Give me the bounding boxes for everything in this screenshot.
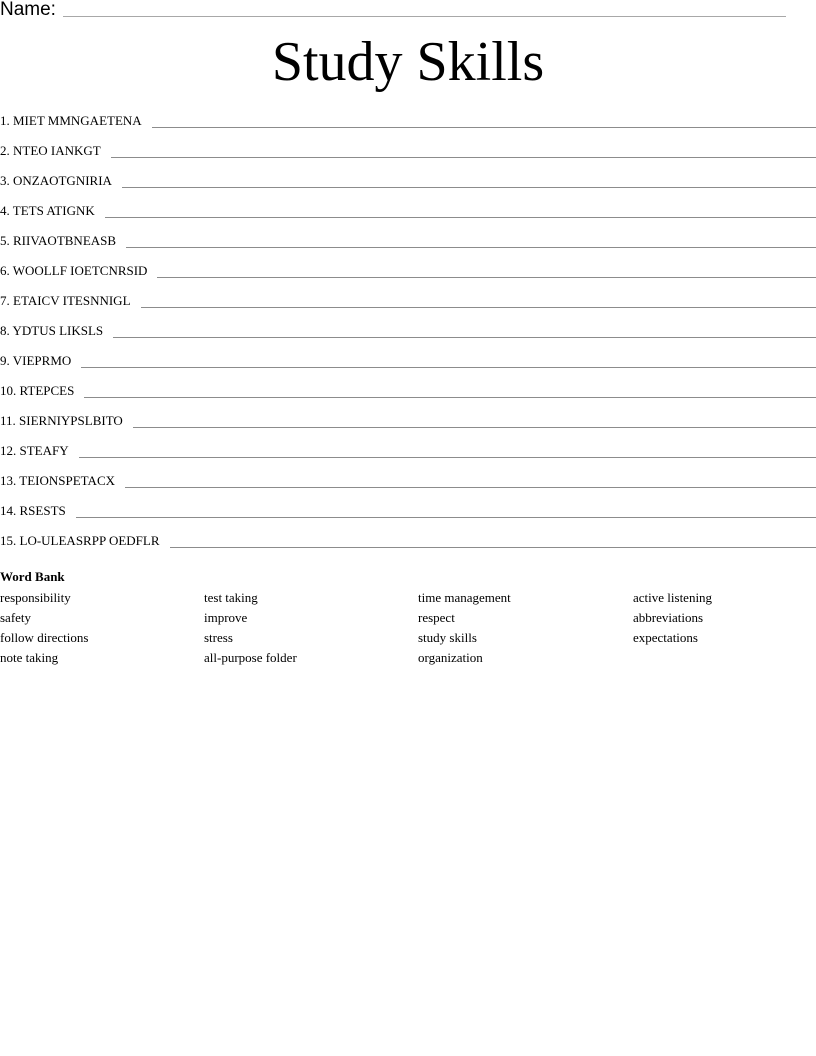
word-bank-grid (0, 588, 816, 668)
answer-line[interactable] (157, 277, 816, 278)
answer-line[interactable] (170, 547, 816, 548)
word-bank-item: improve (204, 610, 248, 625)
answer-line[interactable] (76, 517, 816, 518)
page-title: Study Skills (271, 31, 545, 93)
word-bank (0, 568, 816, 668)
scrambled-word: 4. TETS ATIGNK (0, 203, 95, 218)
scrambled-word: 3. ONZAOTGNIRIA (0, 173, 112, 188)
puzzle-row (0, 231, 816, 261)
puzzle-row (0, 321, 816, 351)
puzzle-row (0, 261, 816, 291)
answer-line[interactable] (79, 457, 816, 458)
word-bank-item: respect (418, 610, 455, 625)
answer-line[interactable] (113, 337, 816, 338)
puzzle-row (0, 531, 816, 561)
word-bank-item: all-purpose folder (204, 650, 297, 665)
word-bank-title: Word Bank (0, 569, 65, 584)
scrambled-word: 12. STEAFY (0, 443, 69, 458)
puzzle-row (0, 471, 816, 501)
puzzle-row (0, 171, 816, 201)
puzzle-row (0, 441, 816, 471)
word-bank-item: active listening (633, 590, 713, 605)
word-bank-item: test taking (204, 590, 258, 605)
puzzle-row (0, 351, 816, 381)
puzzle-row (0, 381, 816, 411)
puzzle-list (0, 111, 816, 561)
answer-line[interactable] (122, 187, 816, 188)
scrambled-word: 5. RIIVAOTBNEASB (0, 233, 117, 248)
answer-line[interactable] (111, 157, 816, 158)
scrambled-word: 1. MIET MMNGAETENA (0, 113, 142, 128)
word-bank-item: time management (418, 590, 511, 605)
name-field[interactable] (0, 0, 790, 22)
word-bank-item: stress (204, 630, 233, 645)
word-bank-item: expectations (633, 630, 698, 645)
answer-line[interactable] (152, 127, 816, 128)
scrambled-word: 2. NTEO IANKGT (0, 143, 101, 158)
scrambled-word: 13. TEIONSPETACX (0, 473, 116, 488)
scrambled-word: 14. RSESTS (0, 503, 66, 518)
word-bank-item: follow directions (0, 630, 89, 645)
puzzle-row (0, 141, 816, 171)
answer-line[interactable] (84, 397, 816, 398)
scrambled-word: 11. SIERNIYPSLBITO (0, 413, 123, 428)
scrambled-word: 7. ETAICV ITESNNIGL (0, 293, 131, 308)
puzzle-row (0, 501, 816, 531)
name-answer-line[interactable] (63, 16, 786, 17)
puzzle-row (0, 291, 816, 321)
word-bank-column (0, 588, 88, 668)
puzzle-row (0, 111, 816, 141)
word-bank-item: organization (418, 650, 483, 665)
word-bank-item: responsibility (0, 590, 71, 605)
word-bank-column (204, 588, 297, 668)
answer-line[interactable] (81, 367, 816, 368)
scrambled-word: 9. VIEPRMO (0, 353, 72, 368)
answer-line[interactable] (125, 487, 816, 488)
scrambled-word: 6. WOOLLF IOETCNRSID (0, 263, 148, 278)
puzzle-row (0, 201, 816, 231)
puzzle-row (0, 411, 816, 441)
scrambled-word: 8. YDTUS LIKSLS (0, 323, 104, 338)
word-bank-column (633, 588, 712, 648)
scrambled-word: 15. LO-ULEASRPP OEDFLR (0, 533, 160, 548)
answer-line[interactable] (141, 307, 816, 308)
word-bank-item: study skills (418, 630, 477, 645)
answer-line[interactable] (133, 427, 816, 428)
name-label: Name: (0, 0, 56, 20)
word-bank-item: note taking (0, 650, 59, 665)
answer-line[interactable] (126, 247, 816, 248)
scrambled-word: 10. RTEPCES (0, 383, 75, 398)
answer-line[interactable] (105, 217, 816, 218)
word-bank-item: safety (0, 610, 32, 625)
word-bank-item: abbreviations (633, 610, 704, 625)
word-bank-column (418, 588, 511, 668)
